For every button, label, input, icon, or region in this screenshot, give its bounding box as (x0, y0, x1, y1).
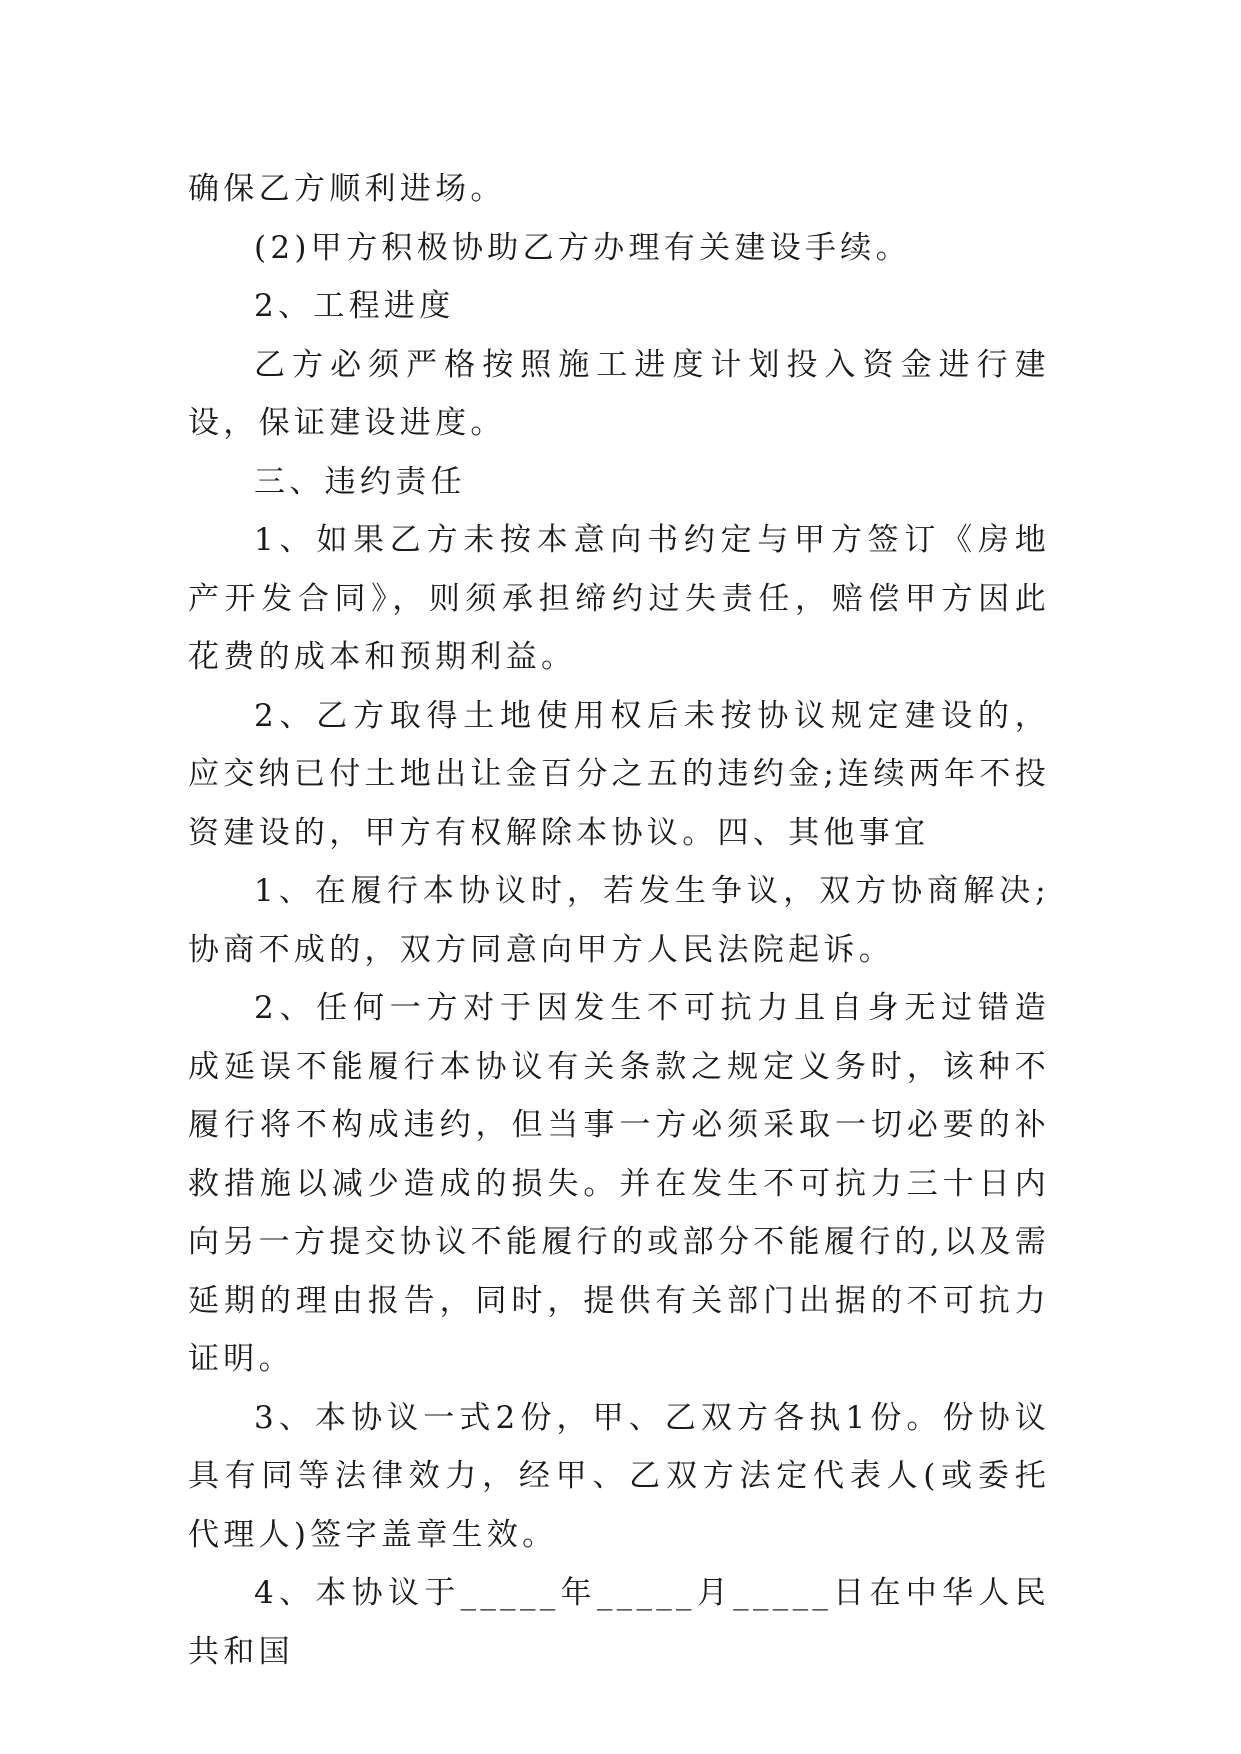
document-body (188, 160, 1050, 1681)
section-heading: 2、工程进度 (254, 288, 455, 324)
paragraph: 1、在履行本协议时，若发生争议，双方协商解决;协商不成的，双方同意向甲方人民法院起诉。 (188, 873, 1050, 968)
paragraph: (2)甲方积极协助乙方办理有关建设手续。 (254, 229, 911, 266)
paragraph: 2、乙方取得土地使用权后未按协议规定建设的，应交纳已付土地出让金百分之五的违约金;连续两年不投资建设的，甲方有权解除本协议。四、其他事宜 (188, 697, 1050, 851)
paragraph: 4、本协议于_____年_____月_____日在中华人民共和国 (188, 1575, 1050, 1670)
paragraph: 确保乙方顺利进场。 (188, 171, 506, 207)
section-heading: 三、违约责任 (254, 463, 466, 500)
paragraph: 1、如果乙方未按本意向书约定与甲方签订《房地产开发合同》，则须承担缔约过失责任，赔偿甲方因此花费的成本和预期利益。 (188, 522, 1050, 675)
paragraph: 乙方必须严格按照施工进度计划投入资金进行建设，保证建设进度。 (188, 346, 1050, 441)
paragraph: 3、本协议一式2份，甲、乙双方各执1份。份协议具有同等法律效力，经甲、乙双方法定代表人(或委托代理人)签字盖章生效。 (188, 1399, 1050, 1553)
paragraph: 2、任何一方对于因发生不可抗力且自身无过错造成延误不能履行本协议有关条款之规定义务时，该种不履行将不构成违约，但当事一方必须采取一切必要的补救措施以减少造成的损失。并在发生不可抗力三十日内向另一方提交协议不能履行的或部分不能履行的,以及需延期的理由报告，同时，提供有关部门出据的不可抗力证明。 (188, 990, 1050, 1377)
